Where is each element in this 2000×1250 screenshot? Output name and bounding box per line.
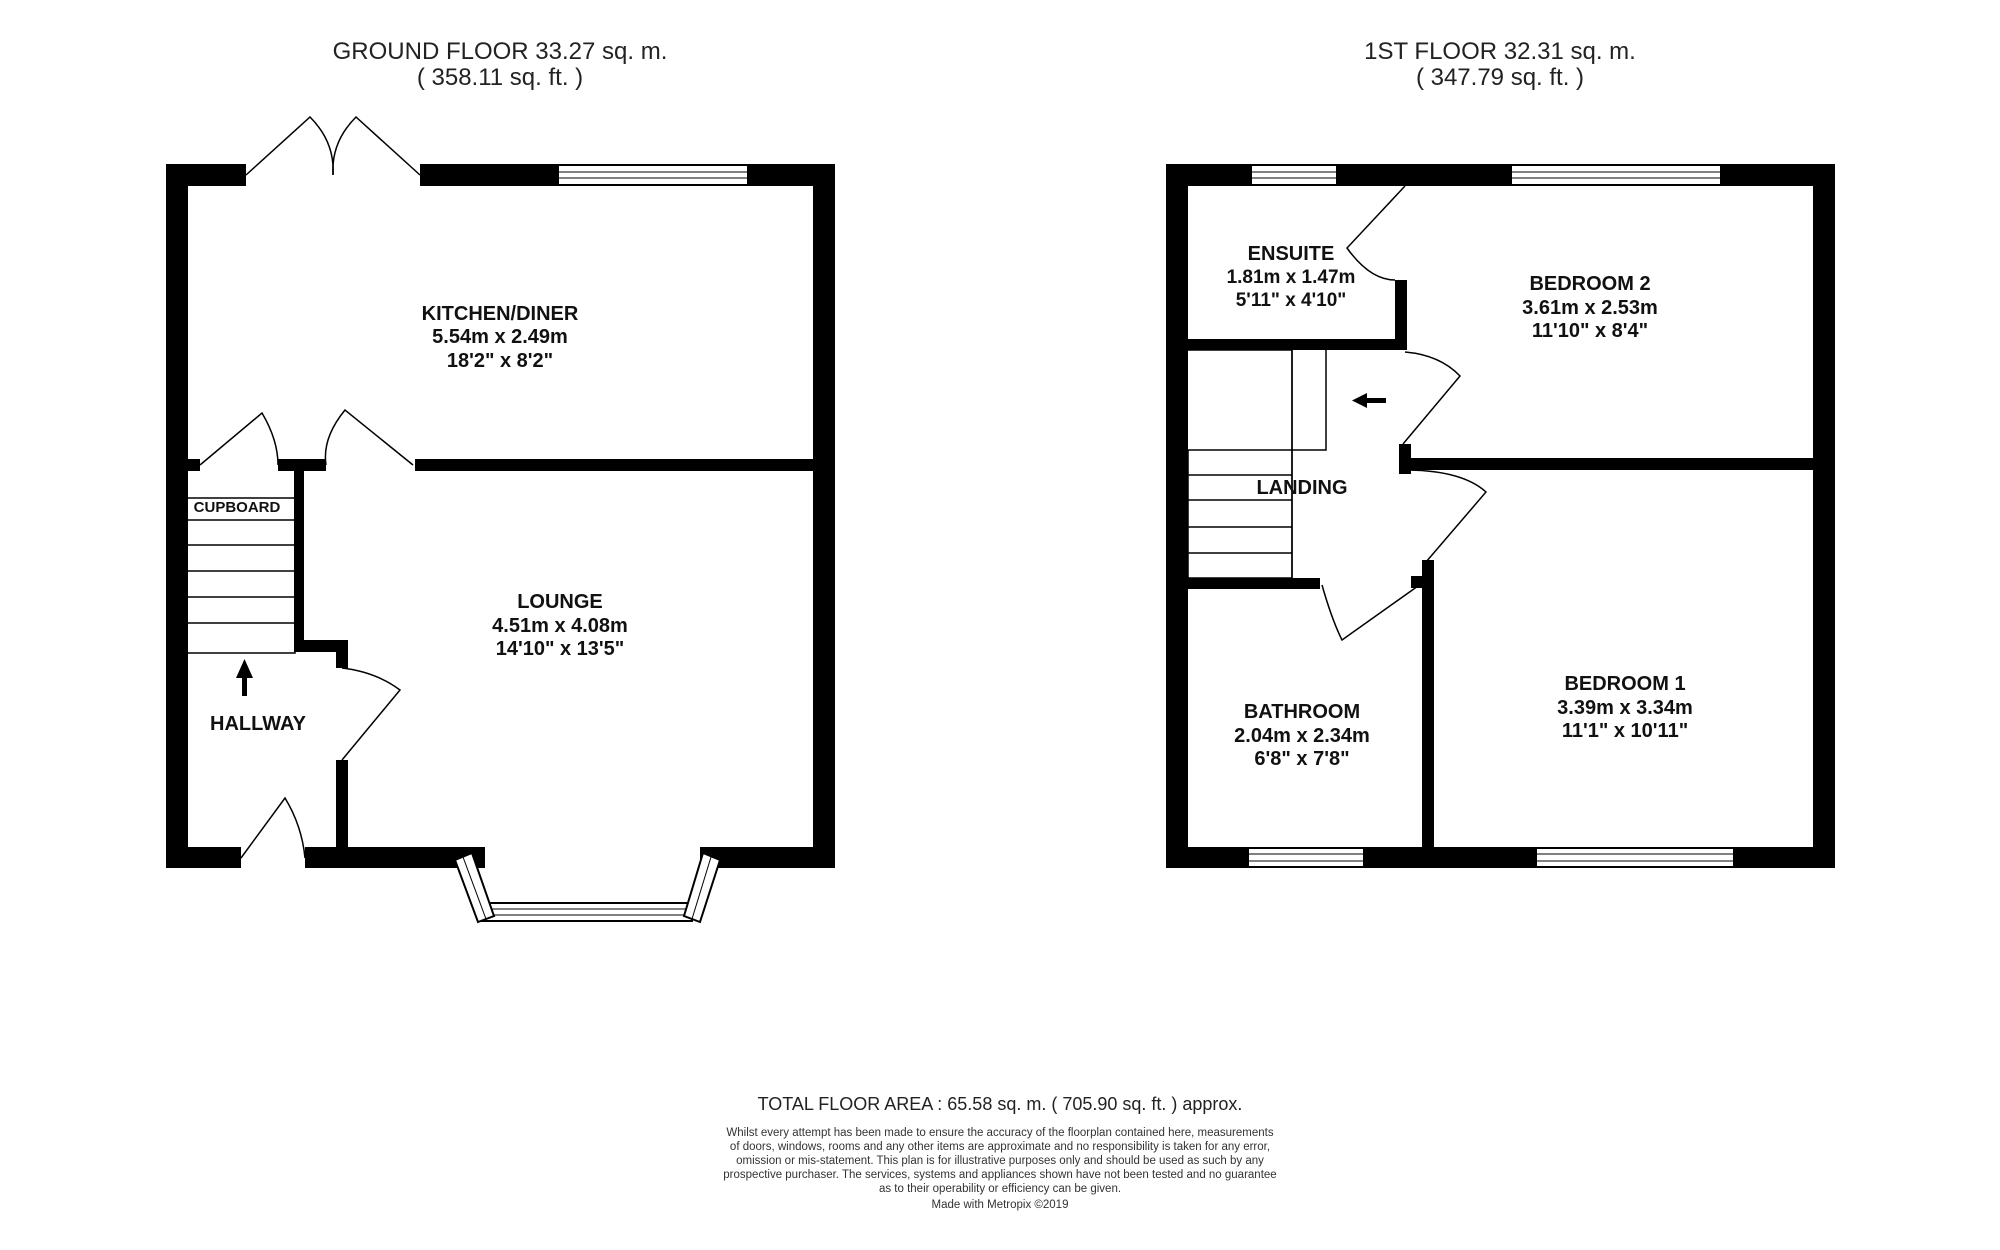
stairs-up-arrow-icon (236, 659, 253, 696)
lounge-metric: 4.51m x 4.08m (492, 615, 628, 637)
first-floor-stairs (1188, 350, 1326, 578)
bedroom1-name: BEDROOM 1 (1564, 673, 1686, 695)
first-floor-area-sqft: ( 347.79 sq. ft. ) (1415, 64, 1585, 91)
bedroom2-room (1522, 273, 1658, 342)
front-door[interactable] (241, 798, 305, 858)
disclaimer-line: Whilst every attempt has been made to ensure the accuracy of the floorplan contained here, measurements (726, 1127, 1274, 1139)
bathroom-room (1234, 701, 1370, 770)
disclaimer-line: of doors, windows, rooms and any other items are approximate and no responsibility is taken for any error, (729, 1141, 1271, 1153)
kitchen-name: KITCHEN/DINER (421, 303, 579, 325)
kitchen-metric: 5.54m x 2.49m (432, 326, 568, 348)
ground-floor-walls (166, 164, 835, 868)
disclaimer-line: prospective purchaser. The services, systems and appliances shown have not been tested and no guarantee (723, 1169, 1277, 1181)
bathroom-metric: 2.04m x 2.34m (1234, 725, 1370, 747)
hallway-label: HALLWAY (210, 713, 306, 735)
bedroom2-door[interactable] (1403, 352, 1460, 444)
lounge-door[interactable] (342, 668, 400, 760)
ensuite-window (1251, 165, 1337, 185)
bedroom1-window (1536, 848, 1734, 867)
lounge-name: LOUNGE (517, 591, 603, 613)
kitchen-lounge-door[interactable] (325, 410, 413, 465)
lounge-room (492, 591, 628, 660)
disclaimer-line: as to their operability or efficiency can be given. (878, 1183, 1122, 1195)
ensuite-metric: 1.81m x 1.47m (1226, 267, 1356, 288)
stairs-direction-arrow-icon (1352, 393, 1386, 408)
lounge-bay-window (455, 853, 720, 922)
bedroom2-name: BEDROOM 2 (1529, 273, 1651, 295)
ground-stairs (187, 498, 295, 653)
ground-floor-title: GROUND FLOOR 33.27 sq. m. (332, 38, 668, 65)
cupboard-label: CUPBOARD (193, 499, 281, 516)
disclaimer (723, 1127, 1276, 1195)
kitchen-diner-room (422, 303, 579, 372)
ensuite-imperial: 5'11" x 4'10" (1235, 290, 1347, 311)
disclaimer-line: omission or mis-statement. This plan is for illustrative purposes only and should be used as such by any (736, 1155, 1264, 1167)
bedroom1-door[interactable] (1409, 470, 1486, 562)
bedroom1-room (1557, 673, 1693, 742)
ensuite-door[interactable] (1347, 186, 1405, 280)
bedroom1-metric: 3.39m x 3.34m (1557, 697, 1693, 719)
first-floor-title: 1ST FLOOR 32.31 sq. m. (1364, 38, 1636, 65)
ensuite-room (1227, 243, 1356, 311)
landing-label: LANDING (1256, 477, 1348, 499)
metropix-credit: Made with Metropix ©2019 (931, 1199, 1069, 1211)
ground-floor-area-sqft: ( 358.11 sq. ft. ) (416, 64, 584, 91)
cupboard-door[interactable] (200, 413, 278, 465)
total-floor-area: TOTAL FLOOR AREA : 65.58 sq. m. ( 705.90 sq. ft. ) approx. (757, 1094, 1243, 1114)
kitchen-imperial: 18'2" x 8'2" (446, 350, 554, 372)
kitchen-window (558, 165, 748, 185)
bedroom1-imperial: 11'1" x 10'11" (1561, 720, 1689, 742)
bathroom-door[interactable] (1322, 585, 1418, 640)
bedroom2-window (1511, 165, 1721, 185)
bathroom-window (1248, 848, 1364, 867)
lounge-imperial: 14'10" x 13'5" (495, 638, 625, 660)
bathroom-imperial: 6'8" x 7'8" (1254, 748, 1350, 770)
bedroom2-metric: 3.61m x 2.53m (1522, 297, 1658, 319)
french-doors[interactable] (246, 117, 420, 175)
ensuite-name: ENSUITE (1247, 243, 1335, 265)
bedroom2-imperial: 11'10" x 8'4" (1531, 320, 1649, 342)
bathroom-name: BATHROOM (1243, 701, 1361, 723)
